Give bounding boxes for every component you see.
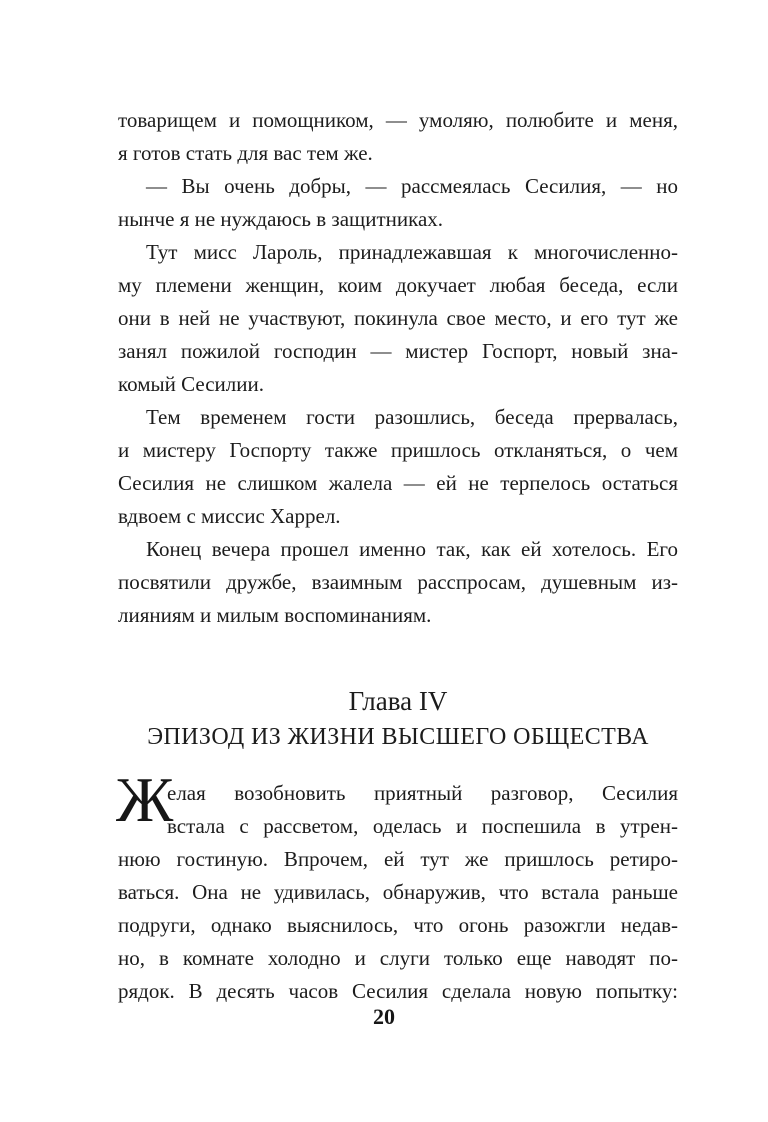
paragraph	[118, 401, 678, 533]
chapter-heading	[118, 684, 678, 756]
text-line: Тут мисс Лароль, принадлежавшая к многочисленно-	[146, 240, 678, 264]
text-line: Тем временем гости разошлись, беседа прервалась,	[146, 405, 678, 429]
text-line: встала с рассветом, оделась и поспешила в утрен-	[167, 814, 678, 838]
drop-cap: Ж	[116, 764, 174, 835]
text-line: рядок. В десять часов Сесилия сделала новую попытку:	[118, 979, 678, 1003]
text-line: Сесилия не слишком жалела — ей не терпелось остаться	[118, 471, 678, 495]
text-line: — Вы очень добры, — рассмеялась Сесилия, — но	[146, 174, 678, 198]
text-line: нынче я не нуждаюсь в защитниках.	[118, 207, 444, 231]
text-line: подруги, однако выяснилось, что огонь разожгли недав-	[118, 913, 678, 937]
text-line: му племени женщин, коим докучает любая беседа, если	[118, 273, 678, 297]
paragraph	[118, 236, 678, 401]
text-line: они в ней не участвуют, покинула свое место, и его тут же	[118, 306, 678, 330]
text-line: вдвоем с миссис Харрел.	[118, 504, 341, 528]
page-number: 20	[373, 1004, 395, 1029]
text-line: елая возобновить приятный разговор, Сесилия	[167, 781, 678, 805]
text-line: Конец вечера прошел именно так, как ей хотелось. Его	[146, 537, 678, 561]
text-line: и мистеру Госпорту также пришлось откланяться, о чем	[118, 438, 678, 462]
chapter-title: ЭПИЗОД ИЗ ЖИЗНИ ВЫСШЕГО ОБЩЕСТВА	[147, 724, 649, 750]
paragraph	[118, 533, 678, 632]
text-line: товарищем и помощником, — умоляю, полюбите и меня,	[118, 108, 678, 132]
text-block-before-heading	[118, 104, 678, 632]
text-line: ваться. Она не удивилась, обнаружив, что встала раньше	[118, 880, 678, 904]
text-line: комый Сесилии.	[118, 372, 264, 396]
chapter-number: Глава IV	[348, 686, 448, 716]
text-line: но, в комнате холодно и слуги только еще наводят по-	[118, 946, 678, 970]
text-block-chapter-opening	[116, 764, 678, 1008]
text-line: нюю гостиную. Впрочем, ей тут же пришлось ретиро-	[118, 847, 678, 871]
text-line: лияниям и милым воспоминаниям.	[118, 603, 432, 627]
text-line: занял пожилой господин — мистер Госпорт, новый зна-	[118, 339, 678, 363]
text-line: посвятили дружбе, взаимным расспросам, душевным из-	[118, 570, 678, 594]
text-line: я готов стать для вас тем же.	[118, 141, 373, 165]
paragraph	[118, 104, 678, 170]
paragraph	[118, 170, 678, 236]
